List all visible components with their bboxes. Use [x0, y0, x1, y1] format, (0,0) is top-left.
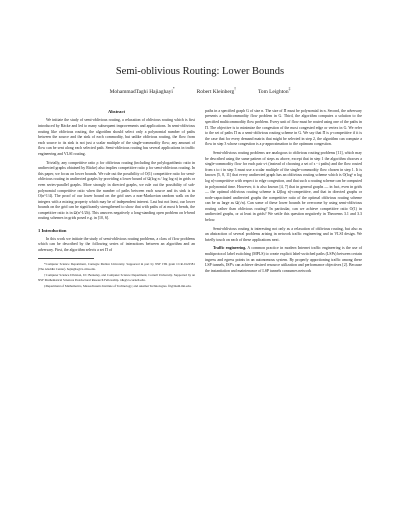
abstract-paragraph: Trivially, any competitive ratio ρ for oblivious routing (including the polylogarithmic ratio in undirected graphs obtained by Räcke) also implies competitive ratio ρ for semi-oblivious routing. In this paper, we focus on lower bounds. We rule out the possibility of O(1) competitive ratio for semi-oblivious routing in undirected graphs by providing a lower bound of Ω(log n / log log n) in grids or even series-parallel graphs. More strongly in directed graphs, we rule out the possibility of sub-polynomial competitive ratio when the number of paths between each source and its sink is in O(n^1/4). The proof of our lower bound on the grid uses a non-Markovian random walk on the integers with a mixing property which may be of independent interest. Last but not least, our lower bounds on the grid can be significantly strengthened to show that with paths of at most b bends, the competitive ratio is in Ω(n^1/2b). This answers negatively a long-standing open problem on b-bend routing schemes in grids posed e.g. in [10, 6]. — [38, 160, 195, 221]
right-column — [205, 109, 362, 291]
paper-title: Semi-oblivious Routing: Lower Bounds — [115, 66, 285, 77]
runin-heading: Traffic engineering. — [213, 246, 247, 251]
abstract-heading: Abstract — [107, 108, 126, 114]
body-paragraph: paths in a specified graph G of size n. The size of Π must be polynomial in n. Second, the adversary presents a multicommodity flow problem in G. Third, the algorithm computes a solution to the specified multicommodity flow problem. Every unit of flow must be routed using one of the paths in Π. The objective is to minimize the congestion of the most congested edge or vertex in G. We refer to the set of paths Π as a semi-oblivious routing scheme in G. We say that Π is ρ-competitive if it is the case that for every demand matrix that might be selected in step 2, the algorithm can compute a flow in step 3 whose congestion is a ρ-approximation to the optimum congestion. — [205, 108, 362, 147]
footnote: †Computer Science Division, UC Berkeley, and Computer Science Department, Cornell University. Supported by an NSF Mathematical Sciences Postdoctoral Research Fellowship. rdk@cs.cornell.edu. — [38, 273, 195, 282]
two-column-body — [38, 109, 362, 291]
intro-paragraph: In this work we initiate the study of semi-oblivious routing problems, a class of flow problems which can be described by the following series of interactions between an algorithm and an adversary. First, the algorithm selects a set Π of — [38, 236, 195, 252]
abstract-paragraph: We initiate the study of semi-oblivious routing, a relaxation of oblivious routing which is first introduced by Räcke and led to many subsequent improvements and applications. In semi-oblivious routing like oblivious routing, the algorithm should select only a polynomial number of paths between the source and the sink of each commodity, but unlike oblivious routing, the flow from each source to its sink is not just a scalar multiple of the single-commodity flow; any amount of flow can be sent along each selected path. Semi-oblivious routing has several applications in traffic engineering and VLSI routing. — [38, 118, 195, 156]
author-1: MohammadTaghi Hajiaghayi* — [109, 87, 175, 95]
body-paragraph: Semi-oblivious routing problems are analogous to oblivious routing problems [11], which may be described using the same pattern of steps as above, except that in step 1 the algorithm chooses a single-commodity flow for each pair s-t (instead of choosing a set of s - t paths) and the flow routed from s to t in step 3 must use a scalar multiple of the single-commodity flow chosen in step 1. It is known [5, 8, 11] that every undirected graph has an oblivious routing scheme which is O(log² n log log n)-competitive with respect to edge congestion, and that such a routing scheme can be computed in polynomial time. However, it is also known [4, 7] that in general graphs — in fact, even in grids — the optimal oblivious routing scheme is Ω(log n)-competitive, and that in directed graphs or node-capacitated undirected graphs the competitive ratio of the optimal oblivious routing scheme can be as large as Ω(√n). Can some of these lower bounds be overcome by using semi-oblivious routing rather than oblivious routing? In particular, can we achieve competitive ratio O(1) in undirected graphs, or at least in grids? We settle this question negatively in Theorems 3.1 and 3.3 below. — [205, 150, 362, 223]
footnote-rule — [38, 258, 94, 259]
traffic-text: A common practice in modern Internet traffic engineering is the use of multiprotocol label switching (MPLS) to create explicit label-switched paths (LSPs) between certain ingress and egress points in an autonomous system. By properly apportioning traffic among these LSP tunnels, ISP's can achieve desired resource utilization and performance objectives [2]. Because the instantiation and maintenance of LSP tunnels consumes network — [205, 246, 362, 273]
author-list — [38, 87, 362, 95]
footnote: ‡Department of Mathematics, Massachusetts Institute of Technology; and Akamai Technologies. ftl@math.mit.edu. — [44, 284, 192, 289]
left-column — [38, 109, 195, 291]
author-3: Tom Leighton‡ — [257, 87, 291, 95]
traffic-engineering-paragraph — [205, 246, 362, 274]
body-paragraph: Semi-oblivious routing is interesting not only as a relaxation of oblivious routing, but also as an abstraction of several problems arising in network traffic engineering and in VLSI design. We briefly touch on each of these applications next. — [205, 226, 362, 242]
author-2: Robert Kleinberg† — [196, 87, 236, 95]
footnote: *Computer Science Department, Carnegie Mellon University. Supported in part by NSF ITR grant CCR-0122581 (The Aladdin Center). hajiagha@cs.cmu.edu. — [38, 262, 195, 271]
section-heading-introduction: 1 Introduction — [38, 228, 67, 234]
